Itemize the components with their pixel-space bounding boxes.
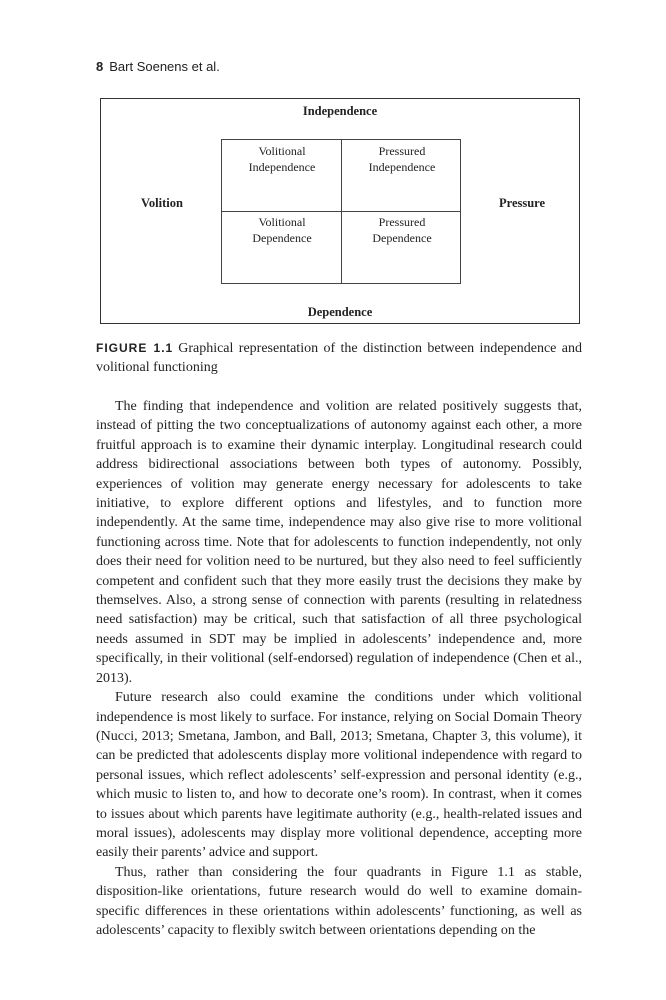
figure-caption	[96, 339, 582, 377]
quadrant-line: Pressured	[378, 215, 426, 229]
paragraph: Thus, rather than considering the four quadrants in Figure 1.1 as stable, disposition-like orientations, future research would do well to examine domain-specific differences in these orientations within adolescents’ functioning, as well as adolescents’ capacity to flexibly switch between orientations depending on the	[96, 864, 582, 938]
page-number: 8	[96, 59, 104, 74]
figure-caption-text: Graphical representation of the distinction between independence and volitional functioning	[96, 341, 582, 375]
body-text	[96, 397, 582, 940]
quadrant-grid	[221, 139, 461, 284]
running-title: Bart Soenens et al.	[109, 59, 220, 74]
quadrant-line: Independence	[368, 159, 436, 174]
paragraph: The finding that independence and volition are related positively suggests that, instead of pitting the two conceptualizations of autonomy against each other, a more fruitful approach is to examine their dynamic interplay. Longitudinal research could address bidirectional associations between both types of autonomy. Possibly, experiences of volition may generate energy necessary for adolescents to take initiative, to explore different options and lifestyles, and to function more independently. At the same time, independence may also give rise to more volitional functioning across time. Note that for adolescents to function independently, not only does their need for volition need to be nurtured, but they also need to feel sufficiently competent and confident such that they more easily trust the decisions they make by themselves. Also, a strong sense of connection with parents (resulting in relatedness need satisfaction) may be critical, such that satisfaction of all three psychological needs assumed in SDT may be implied in adolescents’ independence and, more specifically, in their volitional (self-endorsed) regulation of independence (Chen et al., 2013).	[96, 399, 582, 686]
axis-label-top: Independence	[302, 104, 378, 118]
quadrant-line: Volitional	[258, 215, 306, 229]
axis-label-right: Pressure	[499, 196, 546, 210]
quadrant-pressured-dependence	[342, 215, 462, 246]
quadrant-line: Independence	[248, 159, 316, 174]
paragraph: Future research also could examine the conditions under which volitional independence is most likely to surface. For instance, relying on Social Domain Theory (Nucci, 2013; Smetana, Jambon, and Ball, 2013; Smetana, Chapter 3, this volume), it can be predicted that adolescents display more volitional independence with regard to personal issues, which reflect adolescents’ self-expression and personal identity (e.g., which music to listen to, and how to decorate one’s room). In contrast, when it comes to issues about which parents have legitimate authority (e.g., health-related issues and moral issues), adolescents may display more volitional dependence, accepting more easily their parents’ advice and support.	[96, 690, 582, 861]
quadrant-line: Pressured	[378, 144, 426, 158]
figure-caption-label: FIGURE 1.1	[96, 341, 174, 355]
axis-label-bottom: Dependence	[307, 305, 373, 319]
quadrant-line: Dependence	[372, 230, 432, 245]
axis-label-left: Volition	[141, 196, 183, 210]
running-head	[96, 59, 220, 74]
quadrant-volitional-independence	[222, 144, 342, 175]
quadrant-pressured-independence	[342, 144, 462, 175]
quadrant-volitional-dependence	[222, 215, 342, 246]
figure-diagram	[100, 98, 580, 324]
quadrant-line: Volitional	[258, 144, 306, 158]
grid-horizontal-divider	[222, 211, 460, 212]
quadrant-line: Dependence	[252, 230, 312, 245]
